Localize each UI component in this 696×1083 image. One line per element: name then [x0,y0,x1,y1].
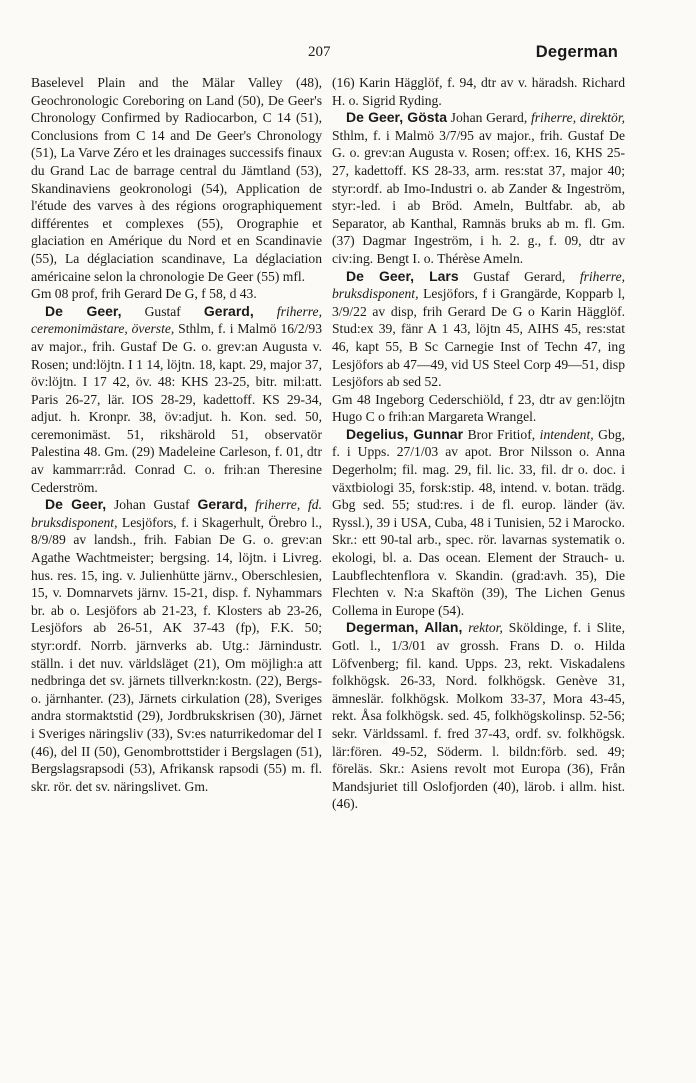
entry-gm-gustaf-gerard-1 [31,285,322,303]
entry-text: Gbg, f. i Upps. 27/1/03 av apot. Bror Nilsson o. Anna Degerholm; fil. mag. 29, fil. lic. 33, fil. dr o. doc. i växtbiologi 35, forsk:stip. 48, intend. v. botan. trädg. Gbg sed. 55; stud:res. i de fl. europ. länder (äv. Ryssl.), 39 i USA, Cuba, 48 i Tunisien, 52 i Marocko. Skr.: ett 90-tal arb., spec. rör. lavarnas systematik o. ekologi, bl. a. Das ocean. Element der Strauch- u. Laubflechtenflora v. Skandin. (grad:avh. 35), Die Flechten v. N:a Skaftön (39), The Lichen Genus Collema in Europe (54). [332,426,625,618]
entry-cont [31,74,322,285]
entry-name: De Geer, Gösta [346,109,447,126]
entry-title: friherre, direktör, [530,110,625,126]
entry-text: Gm 08 prof, frih Gerard De G, f 58, d 43. [31,286,257,302]
entry-text: Johan Gustaf [106,497,198,513]
entry-name: De Geer, [45,496,107,513]
running-head: Degerman [535,43,618,61]
entry-text: Sthlm, f. i Malmö 16/2/93 av major., frih. Gustaf De G. o. grev:an Augusta v. Rosen; und:löjtn. I 1 14, löjtn. 18, kapt. 29, major 37, öv:löjtn. I 17 42, öv. 48: KHS 23-25, bitr. mil:att. Paris 26-27, lär. IOS 28-29, kadettoff. KS 29-34, adjut. h. Kronpr. 38, öv:adjut. h. Kon. sed. 50, ceremonimäst. 51, rikshärold 51, observatör Palestina 48. Gm. (29) Madeleine Carleson, f. 01, dtr av kammarr:råd. Conrad C. o. frih:an Theresine Cederström. [31,321,322,495]
entry-title: friherre, fd. bruksdisponent, [31,497,322,530]
entry-text: Gm 48 Ingeborg Cederschiöld, f 23, dtr av gen:löjtn Hugo C o frih:an Margareta Wrangel. [332,391,625,425]
page-header [0,44,696,66]
entry-text: Lesjöfors, f. i Skagerhult, Örebro l., 8/9/89 av landsh., frih. Fabian De G. o. grev:an Agathe Wachtmeister; bergsing. 14, löjtn. i Livreg. hus. res. 15, ing. v. Julienhütte järnv., Oberschlesien, 15, v. Domnarvets järnv. 15-21, disp. f. Nyhammars br. ab o. Lesjöfors ab 21-23, f. Klosters ab 23-26, Lesjöfors ab 26-51, AK 37-43 (fp), F.K. 50; styr:ordf. Norrb. järnverks ab. Utg.: Järnindustr. ställn. i det nuv. världsläget (21), Om möjligh:a att nedbringa det sv. järnets tillverkn:kostn. (22), Bergs- o. järnhanter. (23), Järnets cirkulation (28), Sveriges andra stormaktstid (29), Jordbrukskrisen (30), Järnet i Sveriges näringsliv (33), Sv:es naturrikedomar del I (46), del II (50), Genombrottstider i Bergslagen (51), Bergslagsrapsodi (53), Afrikansk rapsodi (55) m. fl. skr. rör. det sv. näringslivet. Gm. [31,514,322,794]
entry-name: Degelius, Gunnar [346,425,464,442]
right-column [332,74,625,813]
entry-title: rektor, [468,620,503,636]
entry-title: intendent, [539,426,594,442]
entry-name: De Geer, [45,302,122,319]
entry-text: Sköldinge, f. i Slite, Gotl. l., 1/3/01 av grossh. Frans D. o. Hilda Löfvenberg; fil. kand. Upps. 23, rekt. Viskadalens folkhögsk. 26-33, Nord. folkhögsk. Genève 31, ämneslär. folkhögsk. Molkom 33-37, Mora 43-45, rekt. Åsa folkhögsk. sed. 45, folkhögskolinsp. 52-56; sekr. Världssaml. f. fred 37-43, ordf. sv. folkhögsk. lär:fören. 49-52, Söderm. l. bildn:förb. sed. 49; föreläs. Skr.: Asiens revolt mot Europa (36), Från Mandsjuriet till Oslofjorden (40), lärob. i allm. hist. (46). [332,620,625,812]
entry-gustaf-gerard [31,303,322,497]
page-number: 207 [308,44,331,60]
entry-text: (16) Karin Hägglöf, f. 94, dtr av v. häradsh. Richard H. o. Sigrid Ryding. [332,75,625,108]
entry-degerman [332,619,625,813]
entry-text [247,497,255,512]
entry-name: De Geer, Lars [346,267,459,284]
left-column [31,74,322,795]
entry-text: Sthlm, f. i Malmö 3/7/95 av major., frih. Gustaf De G. o. grev:an Augusta v. Rosen; off:ex. 16, KHS 25-27, kadettoff. KS 28-33, arm. res:stat 37, major 40; styr:ordf. ab Imo-Industri o. ab Zander & Ingeström, styr:-led. i ab Bröd. Ameln, Bultfabr. ab, ab Separator, ab Kanthal, Ramnäs bruks ab m. fl. Gm. (37) Dagmar Ingeström, i h. 2. g., f. 09, dtr av civ:ing. Bengt I. o. Thérèse Ameln. [332,127,625,266]
entry-title: friherre, bruksdisponent, [332,268,626,302]
entry-degelius [332,426,625,620]
entry-text: Bror Fritiof, [463,426,540,442]
entry-text: Gustaf Gerard, [458,268,580,284]
entry-title: friherre, ceremonimästare, överste, [31,303,322,337]
entry-lars [332,268,625,391]
entry-text: Baselevel Plain and the Mälar Valley (48), Geochronologic Coreboring on Land (50), De Geer's Chronology Confirmed by Radiocarbon, C 14 (51), Conclusions from C 14 and De Geer's Chronology (51), La Varve Zéro et les drainages successifs finaux du Grand Lac de barrage central du Jämtland (53), Skandinaviens geokronologi (54), Application de l'étude des varves à des régions orographiquement différentes et complexes (55), Orographie et glaciation en Amérique du Nord et en Scandinavie (55), La déglaciation scandinave, La déglaciation américaine selon la chronologie De Geer (55) mfl. [31,75,322,284]
entry-cont-johan [332,74,625,109]
entry-text [254,304,277,319]
entry-name: Degerman, Allan, [346,619,463,636]
entry-name: Gerard, [197,496,248,513]
entry-gosta [332,109,625,267]
entry-name: Gerard, [203,302,254,319]
entry-text: Johan Gerard, [446,110,531,126]
entry-johan-gustaf-gerard [31,496,322,795]
entry-text: Gustaf [121,303,204,319]
entry-gm-lars [332,391,625,426]
entry-text: Lesjöfors, f i Grangärde, Kopparb l, 3/9/22 av disp, frih Gerard De G o Karin Hägglöf. Stud:ex 39, fänr A 1 43, löjtn 45, AIHS 45, res:stat 46, kapt 55, B Sc Carnegie Inst of Techn 47, ing Lesjöfors ab 47—49, vid US Steel Corp 49—51, disp Lesjöfors ab sed 52. [332,286,625,390]
